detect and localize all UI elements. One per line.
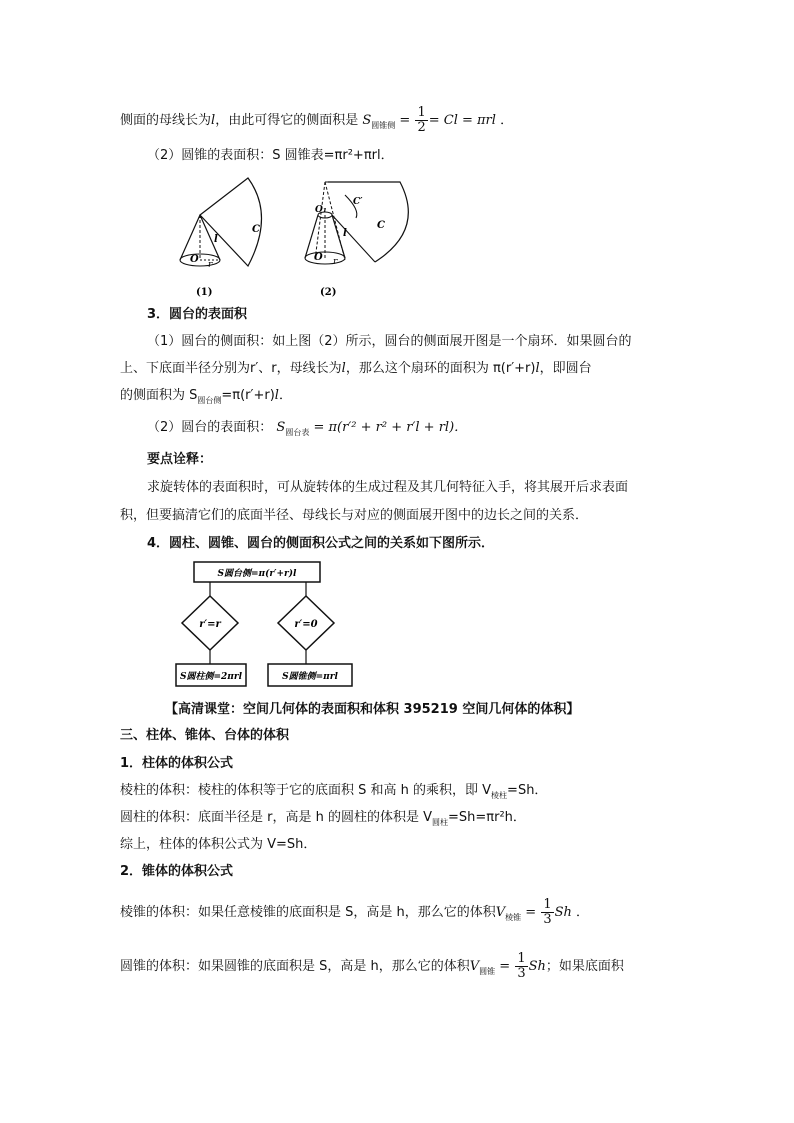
flow-top-label: S圆台侧=π(r′+r)l — [217, 569, 297, 579]
frustum-para-1: （1）圆台的侧面积：如上图（2）所示，圆台的侧面展开图是一个扇环．如果圆台的 — [147, 334, 632, 349]
flow-right-result: S圆锥侧=πrl — [282, 672, 338, 682]
fraction-half: $\frac{1}{2}$ — [417, 105, 426, 135]
prism-volume-line — [120, 781, 680, 806]
text: =Sh=πr²h． — [448, 810, 526, 825]
text: =Sh． — [507, 783, 548, 798]
subscript: 圆柱 — [432, 818, 449, 827]
flow-left-result: S圆柱侧=2πrl — [179, 672, 243, 682]
caption-2: (2) — [320, 287, 337, 298]
formula: Sh — [528, 959, 546, 974]
cone-volume-line — [120, 952, 680, 982]
caption-1: (1) — [196, 287, 213, 298]
text: 的侧面积为 S — [120, 388, 198, 403]
fraction-third: $\frac{1}{3}$ — [517, 951, 526, 981]
heading-section-3: 三、柱体、锥体、台体的体积 — [120, 728, 290, 743]
subscript: 圆台表 — [285, 428, 310, 437]
equals: = — [525, 905, 537, 920]
figure-frustum-development — [305, 182, 408, 298]
symbol-l: l — [535, 361, 540, 376]
symbol-l: l — [274, 388, 279, 403]
key-para-1: 求旋转体的表面积时，可从旋转体的生成过程及其几何特征入手，将其展开后求表面 — [147, 480, 629, 495]
heading-pyramid-volume: 2．锥体的体积公式 — [120, 864, 234, 879]
text: 棱锥的体积：如果任意棱锥的底面积是 S，高是 h，那么它的体积 — [120, 905, 496, 920]
label-l: l — [214, 234, 218, 245]
symbol-l: l — [211, 113, 216, 128]
text: 圆锥的体积：如果圆锥的底面积是 S，高是 h，那么它的体积 — [120, 959, 470, 974]
heading-prism-volume: 1．柱体的体积公式 — [120, 756, 234, 771]
text: ． — [278, 388, 292, 403]
text: ． — [576, 905, 590, 920]
text: ；如果底面积 — [545, 959, 624, 974]
heading-key-points: 要点诠释： — [147, 452, 213, 467]
symbol-S: S — [362, 113, 372, 128]
label-O1: O₁ — [315, 205, 327, 215]
text: 上、下底面半径分别为r′、r，母线长为 — [120, 361, 342, 376]
heading-relation: 4．圆柱、圆锥、圆台的侧面积公式之间的关系如下图所示． — [147, 536, 495, 551]
subscript: 圆台侧 — [197, 396, 222, 405]
heading-frustum-area: 3．圆台的表面积 — [147, 307, 248, 322]
formula: = π(r′² + r² + r′l + rl)． — [313, 420, 468, 435]
text: ，由此可得它的侧面积是 — [215, 113, 359, 128]
label-r2: r — [333, 257, 338, 267]
fraction-third: $\frac{1}{3}$ — [543, 897, 552, 927]
symbol-V: V — [469, 959, 480, 974]
symbol-l: l — [341, 361, 346, 376]
label-C-prime: C′ — [353, 197, 363, 207]
label-C2: C — [377, 220, 385, 231]
label-O2: O — [314, 252, 323, 263]
text: 侧面的母线长为 — [120, 113, 212, 128]
key-para-2: 积，但要搞清它们的底面半径、母线长与对应的侧面展开图中的边长之间的关系． — [120, 508, 589, 523]
frustum-para-3 — [120, 386, 680, 411]
text: 棱柱的体积：棱柱的体积等于它的底面积 S 和高 h 的乘积，即 V — [120, 783, 492, 798]
subscript: 棱柱 — [491, 791, 508, 800]
heading-hd-class: 【高清课堂：空间几何体的表面积和体积 395219 空间几何体的体积】 — [165, 702, 580, 717]
lateral-area-flowchart — [170, 558, 370, 693]
text: （2）圆台的表面积： — [147, 420, 273, 435]
flow-right-cond: r′=0 — [294, 619, 318, 630]
formula: Sh — [554, 905, 572, 920]
equals: = — [399, 113, 411, 128]
text: ． — [500, 113, 514, 128]
text: ，即圆台 — [539, 361, 592, 376]
text: =π(r′+r) — [221, 388, 275, 403]
subscript: 圆锥 — [479, 967, 496, 976]
symbol-V: V — [495, 905, 506, 920]
label-l2: l — [343, 228, 347, 239]
cone-surface-line: （2）圆锥的表面积：S 圆锥表=πr²+πrl． — [147, 148, 394, 163]
symbol-S: S — [276, 420, 286, 435]
figure-cone-development — [180, 178, 262, 298]
flow-left-cond: r′=r — [199, 619, 221, 630]
cone-lateral-line — [120, 106, 680, 136]
label-C: C — [252, 224, 260, 235]
equals: = — [499, 959, 511, 974]
cone-frustum-figures — [170, 170, 420, 300]
frustum-surface-line — [147, 418, 707, 443]
pyramid-volume-line — [120, 898, 680, 928]
subscript: 圆锥侧 — [371, 121, 396, 130]
frustum-para-2 — [120, 359, 680, 379]
summary-line: 综上，柱体的体积公式为 V=Sh． — [120, 837, 317, 852]
cylinder-volume-line — [120, 808, 680, 833]
text: ，那么这个扇环的面积为 π(r′+r) — [345, 361, 536, 376]
label-O: O — [190, 254, 199, 265]
text: 圆柱的体积：底面半径是 r，高是 h 的圆柱的体积是 V — [120, 810, 433, 825]
formula: = Cl = πrl — [428, 113, 496, 128]
label-r: r — [208, 260, 213, 270]
subscript: 棱锥 — [505, 913, 522, 922]
